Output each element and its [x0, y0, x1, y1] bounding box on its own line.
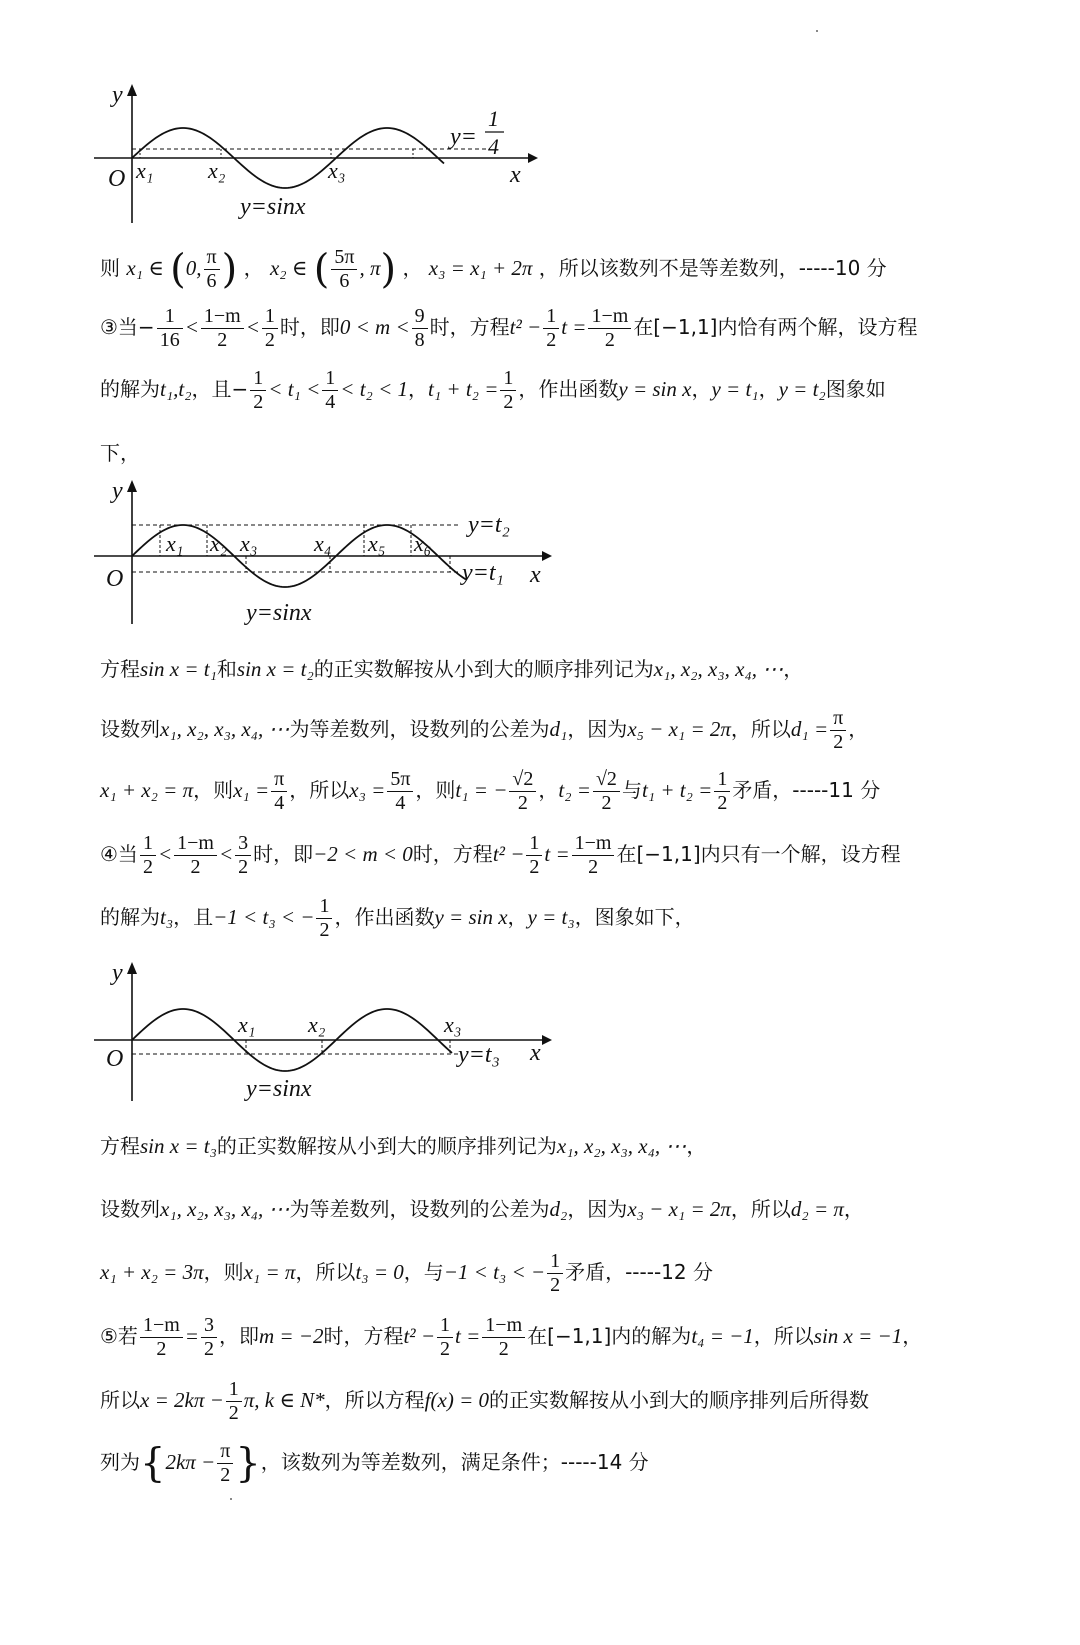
l2-lt-2: < — [245, 315, 260, 339]
fig3-x2-label: x₂ — [308, 1012, 326, 1037]
fig3-x1-label: x₁ — [238, 1012, 256, 1037]
l12-ineq: −1 < t₃ < − — [443, 1260, 546, 1284]
l7-sum: x₁ + x₂ = π — [100, 778, 194, 802]
l7-frac5-num: 1 — [714, 768, 730, 792]
fig2-x6-label: x₆ — [414, 531, 432, 556]
l10-eq: sin x = t₃ — [140, 1134, 217, 1158]
l13-m-eq: m = −2 — [258, 1324, 324, 1348]
l2-frac-1-2 — [262, 305, 278, 352]
l8-text-s: 在[−1,1]内只有一个解，设方程 — [616, 842, 901, 866]
fig1-x1-label: x₁ — [136, 158, 154, 183]
l14-frac-den: 2 — [228, 1402, 239, 1424]
l1-pi: , π — [359, 256, 381, 280]
fig1-y-label: y — [112, 82, 123, 108]
fig2-x1-label: x₁ — [166, 531, 184, 556]
l7-frac3-den: 2 — [517, 792, 528, 814]
l11-comma: ， — [843, 1197, 864, 1221]
l7-frac-sqrt2-b — [593, 768, 620, 815]
l3-comma: ， — [408, 377, 429, 401]
l5-text-a: 方程 — [100, 657, 140, 681]
l7-frac1-den: 4 — [274, 792, 285, 814]
l1-x3-eq: x₃ = x₁ + 2π — [428, 256, 533, 280]
l2-frac6-num: 1−m — [588, 305, 631, 329]
l3-yt1: y = t₁ — [711, 377, 759, 401]
l1-frac-5pi6 — [331, 246, 357, 293]
l5-text-c: 和 — [216, 657, 237, 681]
l9-text-a: 的解为 — [100, 905, 160, 929]
l2-text-n: 时，方程 — [429, 315, 510, 339]
fig1-quarter-num: 1 — [488, 106, 499, 131]
l3-text-n: ，作出函数 — [518, 377, 619, 401]
l1-x1-in: x₁ ∈ — [126, 256, 164, 280]
l3-ineq-2: < t₂ < 1 — [340, 377, 409, 401]
l9-frac-num: 1 — [316, 895, 332, 919]
l7-x1-eq: x₁ = — [233, 778, 270, 802]
fig2-x2-label: x₂ — [210, 531, 228, 556]
l1-frac-pi6 — [204, 246, 220, 293]
fig1-origin-label: O — [108, 166, 126, 192]
l13-frac1-num: 1−m — [140, 1314, 183, 1338]
l13-frac-1m-2 — [140, 1314, 183, 1361]
l8-t-eq: t = — [544, 842, 570, 866]
l6-comma: ， — [848, 717, 869, 741]
l3-frac1-den: 2 — [253, 391, 264, 413]
l8-text-a: ④当 — [100, 842, 138, 866]
l2-frac-half — [543, 305, 559, 352]
l15-seq: 2kπ − — [165, 1450, 216, 1474]
l7-x3-eq: x₃ = — [349, 778, 386, 802]
l5-seq: x₁, x₂, x₃, x₄, ⋯ — [653, 657, 784, 681]
figure-3-sine-graph — [90, 956, 560, 1106]
line-5 — [100, 653, 803, 682]
l7-frac-pi4 — [271, 768, 287, 815]
fig1-yline-label: y= — [450, 124, 477, 150]
l13-t4: t₄ = −1 — [691, 1324, 754, 1348]
l6-seq: x₁, x₂, x₃, x₄, ⋯ — [160, 717, 290, 741]
l3-sum: t₁ + t₂ = — [428, 377, 499, 401]
l3-ineq-1: < t₁ < — [268, 377, 321, 401]
l12-text-b: ，则 — [203, 1260, 244, 1284]
fig1-x-label: x — [510, 162, 521, 188]
l8-text-l: 时，方程 — [412, 842, 493, 866]
l3-frac-quarter — [322, 367, 338, 414]
fig3-origin-label: O — [106, 1046, 124, 1072]
line-2 — [100, 305, 917, 352]
l9-frac-half — [316, 895, 332, 942]
fig2-curve-label: y=sinx — [246, 600, 312, 626]
l7-text-v: 矛盾，-----11 分 — [732, 778, 881, 802]
l8-frac-rhs — [572, 832, 615, 879]
line-7 — [100, 768, 880, 815]
l9-comma: ， — [507, 905, 528, 929]
l1-paren-close-2: ) — [380, 246, 397, 293]
l13-frac-3-2 — [201, 1314, 217, 1361]
l12-x1: x₁ = π — [243, 1260, 296, 1284]
l14-text-f: ，所以方程 — [324, 1388, 425, 1412]
l2-frac3-num: 1 — [262, 305, 278, 329]
l8-frac1-num: 1 — [140, 832, 156, 856]
l5-eq2: sin x = t₂ — [236, 657, 314, 681]
l13-frac2-den: 2 — [203, 1338, 214, 1360]
l7-t1-eq: t₁ = − — [455, 778, 508, 802]
l7-frac4-den: 2 — [601, 792, 612, 814]
fig1-quarter-den: 4 — [488, 134, 499, 159]
l2-frac3-den: 2 — [264, 329, 275, 351]
l14-text-h: 的正实数解按从小到大的顺序排列后所得数 — [488, 1388, 869, 1412]
fig3-t3-label: y=t₃ — [458, 1042, 500, 1068]
l12-frac-half — [547, 1250, 563, 1297]
l8-t2: t² − — [492, 842, 525, 866]
l13-frac1-den: 2 — [156, 1338, 167, 1360]
l11-d2: d₂ — [549, 1197, 568, 1221]
l9-text-c: ，且 — [173, 905, 214, 929]
l11-text-a: 设数列 — [100, 1197, 160, 1221]
fig1-x2-label: x₂ — [208, 158, 226, 183]
fig3-x-label: x — [530, 1040, 541, 1066]
l2-frac-1-16 — [157, 305, 183, 352]
l9-ineq: −1 < t₃ < − — [213, 905, 315, 929]
line-9 — [100, 895, 695, 942]
l9-frac-den: 2 — [319, 919, 330, 941]
l2-t2: t² − — [509, 315, 542, 339]
l1-x2-in: x₂ ∈ — [269, 256, 308, 280]
l11-diff: x₃ − x₁ = 2π — [627, 1197, 731, 1221]
l12-text-f: ，与 — [403, 1260, 444, 1284]
l8-frac5-num: 1−m — [572, 832, 615, 856]
l12-frac-num: 1 — [547, 1250, 563, 1274]
l13-eq: = — [184, 1324, 199, 1348]
l12-sum: x₁ + x₂ = 3π — [100, 1260, 204, 1284]
l2-frac-1m-2 — [201, 305, 244, 352]
figure-2-sine-graph — [90, 474, 560, 634]
l13-frac3-num: 1 — [437, 1314, 453, 1338]
l7-frac-5pi4 — [387, 768, 413, 815]
l7-t2-eq: t₂ = — [558, 778, 591, 802]
line-6 — [100, 707, 868, 754]
l6-text-e: ，因为 — [567, 717, 628, 741]
l8-frac2-den: 2 — [190, 856, 201, 878]
l3-comma-2: ， — [691, 377, 712, 401]
l3-frac3-den: 2 — [503, 391, 514, 413]
l2-frac1-den: 16 — [159, 329, 180, 351]
l6-text-g: ，所以 — [730, 717, 791, 741]
l3-frac2-den: 4 — [325, 391, 336, 413]
l2-ineq: 0 < m < — [339, 315, 410, 339]
l3-frac-half — [250, 367, 266, 414]
l2-lt-1: < — [184, 315, 199, 339]
l7-frac4-num: √2 — [593, 768, 620, 792]
l14-fx: f(x) = 0 — [424, 1388, 489, 1412]
l10-text-a: 方程 — [100, 1134, 140, 1158]
l1-frac2-den: 6 — [339, 270, 350, 292]
l13-frac2-num: 3 — [201, 1314, 217, 1338]
l11-seq: x₁, x₂, x₃, x₄, ⋯ — [160, 1197, 290, 1221]
line-3 — [100, 367, 886, 414]
l8-frac3-num: 3 — [235, 832, 251, 856]
l15-text-e: ，该数列为等差数列，满足条件；-----14 分 — [260, 1450, 649, 1474]
l8-text-j: 时，即 — [253, 842, 314, 866]
fig2-x4-label: x₄ — [314, 531, 332, 556]
fig3-y-label: y — [112, 960, 123, 986]
l13-comma: ， — [902, 1324, 923, 1348]
fig2-origin-label: O — [106, 566, 124, 592]
l7-frac2-num: 5π — [387, 768, 413, 792]
l7-frac1-num: π — [271, 768, 287, 792]
fig1-x3-label: x₃ — [328, 158, 346, 183]
l7-comma: ， — [538, 778, 559, 802]
line-13 — [100, 1314, 922, 1361]
l7-frac-half — [714, 768, 730, 815]
l7-text-j: ，则 — [415, 778, 456, 802]
l2-frac4-den: 8 — [414, 329, 425, 351]
l13-text-a: ⑤若 — [100, 1324, 138, 1348]
l1-paren-open-2: ( — [313, 246, 330, 293]
l15-brace-open: { — [140, 1440, 166, 1487]
l1-text-end: ，所以该数列不是等差数列，-----10 分 — [538, 256, 887, 280]
l8-frac2-num: 1−m — [174, 832, 217, 856]
fig1-curve-label: y=sinx — [240, 194, 306, 220]
l14-k: π, k ∈ N* — [243, 1388, 325, 1412]
l12-text-d: ，所以 — [295, 1260, 356, 1284]
l15-frac-num: π — [217, 1440, 233, 1464]
l8-frac-3-2 — [235, 832, 251, 879]
l13-text-i: 时，方程 — [323, 1324, 404, 1348]
l13-text-r: ，所以 — [753, 1324, 814, 1348]
l8-frac1-den: 2 — [142, 856, 153, 878]
l6-d1: d₁ — [549, 717, 568, 741]
l9-ysinx: y = sin x — [434, 905, 508, 929]
fig3-x3-label: x₃ — [444, 1012, 462, 1037]
l14-text-a: 所以 — [100, 1388, 140, 1412]
l13-frac-half — [437, 1314, 453, 1361]
l2-t-eq: t = — [561, 315, 587, 339]
l3-frac2-num: 1 — [322, 367, 338, 391]
l3-yt2: y = t₂ — [778, 377, 826, 401]
l2-frac5-den: 2 — [546, 329, 557, 351]
l2-text-a: ③当− — [100, 315, 155, 339]
l5-comma: ， — [783, 657, 804, 681]
fig2-t1-label: y=t₁ — [462, 560, 504, 586]
l6-frac-num: π — [830, 707, 846, 731]
l7-sum2: t₁ + t₂ = — [641, 778, 713, 802]
line-15 — [100, 1440, 649, 1487]
l3-frac-sum — [500, 367, 516, 414]
l1-comma-2: ， — [402, 256, 423, 280]
l6-frac-pi2 — [830, 707, 846, 754]
line-14 — [100, 1378, 869, 1425]
fig2-x3-label: x₃ — [240, 531, 258, 556]
line-4 — [100, 437, 140, 466]
l6-d1-eq: d₁ = — [790, 717, 829, 741]
l13-frac3-den: 2 — [440, 1338, 451, 1360]
l9-text-g: ，作出函数 — [334, 905, 435, 929]
l6-text-c: 为等差数列，设数列的公差为 — [289, 717, 550, 741]
l7-frac3-num: √2 — [509, 768, 536, 792]
l8-frac5-den: 2 — [588, 856, 599, 878]
l15-brace-close: } — [235, 1440, 261, 1487]
l9-text-k: ，图象如下， — [574, 905, 695, 929]
l13-frac-rhs — [482, 1314, 525, 1361]
l8-frac4-den: 2 — [529, 856, 540, 878]
fig3-curve-label: y=sinx — [246, 1076, 312, 1102]
l7-text-b: ，则 — [193, 778, 234, 802]
l8-lt-1: < — [157, 842, 173, 866]
l13-t-eq: t = — [455, 1324, 481, 1348]
l15-frac-pi2 — [217, 1440, 233, 1487]
l8-frac3-den: 2 — [238, 856, 249, 878]
l8-frac-half-2 — [526, 832, 542, 879]
l2-frac5-num: 1 — [543, 305, 559, 329]
l2-frac2-num: 1−m — [201, 305, 244, 329]
l2-text-j: 时，即 — [279, 315, 340, 339]
fig2-y-label: y — [112, 478, 123, 504]
l7-text-f: ，所以 — [289, 778, 350, 802]
l3-ysinx: y = sin x — [618, 377, 692, 401]
l7-text-r: 与 — [621, 778, 642, 802]
l2-text-u: 在[−1,1]内恰有两个解，设方程 — [633, 315, 918, 339]
fig2-t2-label: y=t₂ — [468, 512, 510, 538]
l6-diff: x₅ − x₁ = 2π — [627, 717, 731, 741]
l7-frac5-den: 2 — [717, 792, 728, 814]
l15-frac-den: 2 — [220, 1464, 231, 1486]
l13-sinx: sin x = −1 — [813, 1324, 903, 1348]
l2-frac-9-8 — [412, 305, 428, 352]
line-1 — [100, 246, 887, 293]
fig2-x-label: x — [530, 562, 541, 588]
line-12 — [100, 1250, 713, 1297]
l4-text: 下， — [100, 441, 140, 465]
l2-frac4-num: 9 — [412, 305, 428, 329]
l3-t1t2: t₁,t₂ — [160, 377, 192, 401]
l3-frac3-num: 1 — [500, 367, 516, 391]
l5-text-e: 的正实数解按从小到大的顺序排列记为 — [313, 657, 654, 681]
fig2-x5-label: x₅ — [368, 531, 386, 556]
l8-frac-half — [140, 832, 156, 879]
l3-frac1-num: 1 — [250, 367, 266, 391]
l13-frac4-den: 2 — [498, 1338, 509, 1360]
l13-t2: t² − — [403, 1324, 436, 1348]
l11-text-g: ，所以 — [730, 1197, 791, 1221]
l1-comma-1: ， — [243, 256, 264, 280]
line-11 — [100, 1193, 864, 1222]
l12-t3: t₃ = 0 — [355, 1260, 404, 1284]
l6-frac-den: 2 — [833, 731, 844, 753]
l2-frac2-den: 2 — [217, 329, 228, 351]
scan-speck-bottom — [230, 1498, 232, 1500]
l2-frac6-den: 2 — [604, 329, 615, 351]
l1-paren-open-1: ( — [170, 246, 186, 293]
l1-frac-num: π — [204, 246, 220, 270]
l3-text-c: ，且− — [191, 377, 249, 401]
l11-text-e: ，因为 — [567, 1197, 628, 1221]
l15-text-a: 列为 — [100, 1450, 140, 1474]
l11-d2-eq: d₂ = π — [790, 1197, 844, 1221]
line-10 — [100, 1130, 706, 1159]
l7-frac-sqrt2-a — [509, 768, 536, 815]
l9-t3: t₃ — [160, 905, 174, 929]
l14-frac-half — [226, 1378, 242, 1425]
l3-comma-3: ， — [758, 377, 779, 401]
l8-ineq: −2 < m < 0 — [313, 842, 413, 866]
l13-text-g: ，即 — [218, 1324, 259, 1348]
l14-frac-num: 1 — [226, 1378, 242, 1402]
l6-text-a: 设数列 — [100, 717, 160, 741]
l9-yt3: y = t₃ — [527, 905, 575, 929]
l14-x-eq: x = 2kπ − — [140, 1388, 224, 1412]
l1-paren-close-1: ) — [221, 246, 238, 293]
l3-text-a: 的解为 — [100, 377, 160, 401]
l1-zero: 0, — [185, 256, 202, 280]
l1-text-a: 则 — [100, 256, 120, 280]
l10-seq: x₁, x₂, x₃, x₄, ⋯ — [556, 1134, 687, 1158]
l8-lt-2: < — [218, 842, 234, 866]
l8-frac4-num: 1 — [526, 832, 542, 856]
l1-frac-den: 6 — [206, 270, 217, 292]
l10-comma: ， — [686, 1134, 707, 1158]
l13-text-p: 在[−1,1]内的解为 — [527, 1324, 692, 1348]
scan-speck-top — [816, 30, 818, 32]
l13-frac4-num: 1−m — [482, 1314, 525, 1338]
l10-text-c: 的正实数解按从小到大的顺序排列记为 — [216, 1134, 557, 1158]
l1-frac2-num: 5π — [331, 246, 357, 270]
figure-1-sine-graph — [90, 78, 540, 228]
l5-eq1: sin x = t₁ — [140, 657, 217, 681]
l12-frac-den: 2 — [550, 1274, 561, 1296]
l2-frac1-num: 1 — [157, 305, 183, 329]
l12-text-j: 矛盾，-----12 分 — [565, 1260, 713, 1284]
l7-frac2-den: 4 — [395, 792, 406, 814]
l2-frac-rhs — [588, 305, 631, 352]
l8-frac-1m-2 — [174, 832, 217, 879]
l11-text-c: 为等差数列，设数列的公差为 — [289, 1197, 550, 1221]
l3-text-t: 图象如 — [825, 377, 886, 401]
line-8 — [100, 832, 901, 879]
